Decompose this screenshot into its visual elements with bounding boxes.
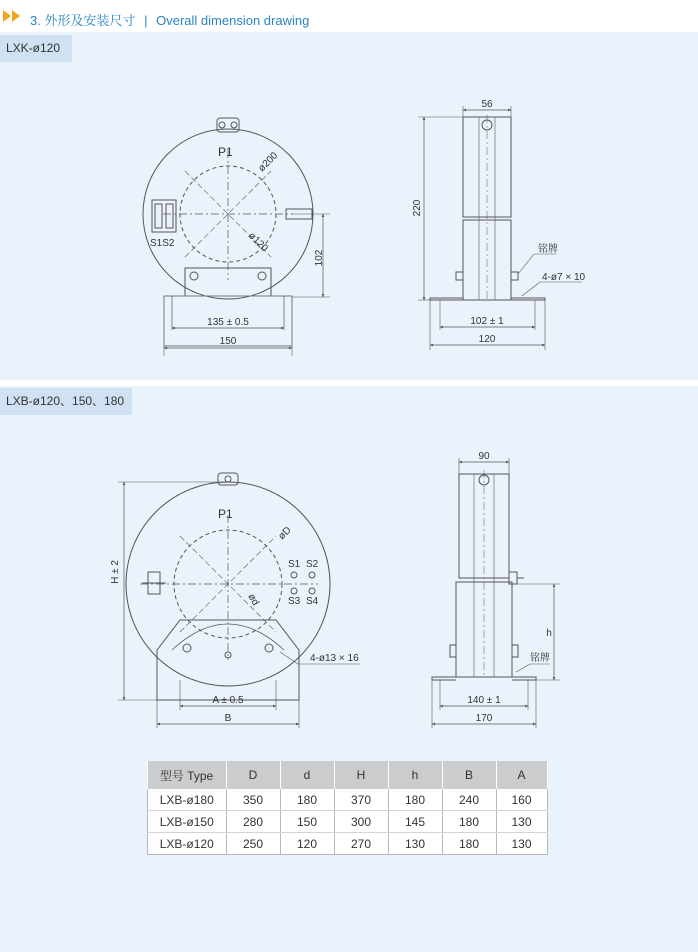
lxk-side-view	[418, 106, 582, 350]
table-cell: 180	[388, 789, 442, 811]
table-cell: 130	[496, 811, 547, 833]
lxb-side-width-dim: 90	[478, 451, 490, 462]
table-cell: 300	[334, 811, 388, 833]
lxk-side-width-dim: 56	[481, 99, 493, 110]
section-number: 3.	[30, 13, 41, 28]
table-header-row	[148, 761, 548, 789]
table-cell: LXB-ø150	[148, 811, 227, 833]
lxb-inner-diameter-label: ød	[245, 592, 261, 608]
model-tab-lxb: LXB-ø120、150、180	[0, 388, 132, 415]
section-title-en: Overall dimension drawing	[156, 13, 310, 28]
lxb-s1-label: S1	[288, 559, 301, 570]
table-cell: 270	[334, 833, 388, 855]
table-cell: 180	[280, 789, 334, 811]
lxb-side-hole-span-dim: 140 ± 1	[467, 695, 501, 706]
col-d-outer: D	[226, 761, 280, 789]
lxb-base-width-dim: B	[224, 713, 232, 724]
lxk-inner-diameter-label: ø120	[245, 230, 270, 255]
lxb-s2-label: S2	[306, 559, 319, 570]
lxk-side-height-dim: 220	[412, 199, 423, 217]
lxb-p1-label: P1	[218, 507, 233, 521]
lxk-holes-label: 4-ø7 × 10	[542, 272, 586, 283]
dimension-table	[147, 761, 548, 855]
lxk-terminals-label: S1S2	[150, 238, 175, 249]
table-cell: 370	[334, 789, 388, 811]
lxb-height-dim: H ± 2	[110, 560, 121, 584]
lxk-p1-label: P1	[218, 145, 233, 159]
col-h: h	[388, 761, 442, 789]
lxb-outer-diameter-label: øD	[276, 524, 294, 543]
table-cell: 145	[388, 811, 442, 833]
col-d-inner: d	[280, 761, 334, 789]
lxb-side-height-dim: h	[546, 628, 552, 639]
table-cell: 180	[442, 811, 496, 833]
table-row	[148, 789, 548, 811]
table-cell: LXB-ø180	[148, 789, 227, 811]
table-cell: 130	[496, 833, 547, 855]
lxk-height-dim: 102	[314, 249, 325, 267]
col-a: A	[496, 761, 547, 789]
model-tab-lxk: LXK-ø120	[0, 35, 72, 62]
lxb-front-view	[118, 473, 360, 728]
lxb-nameplate-label: 铭牌	[530, 653, 550, 664]
lxb-side-base-width-dim: 170	[475, 713, 493, 724]
table-cell: LXB-ø120	[148, 833, 227, 855]
table-cell: 160	[496, 789, 547, 811]
title-separator: |	[144, 13, 148, 28]
table-row	[148, 811, 548, 833]
section-title-cn: 外形及安装尺寸	[44, 13, 136, 28]
lxb-holes-label: 4-ø13 × 16	[310, 653, 359, 664]
table-cell: 130	[388, 833, 442, 855]
table-cell: 150	[280, 811, 334, 833]
lxk-hole-span-dim: 135 ± 0.5	[207, 317, 249, 328]
table-cell: 240	[442, 789, 496, 811]
col-b: B	[442, 761, 496, 789]
lxb-s4-label: S4	[306, 596, 319, 607]
lxk-side-hole-span-dim: 102 ± 1	[470, 316, 504, 327]
table-cell: 280	[226, 811, 280, 833]
table-row	[148, 833, 548, 855]
table-cell: 250	[226, 833, 280, 855]
col-type: 型号 Type	[148, 761, 227, 789]
lxb-hole-span-dim: A ± 0.5	[212, 695, 244, 706]
col-h-total: H	[334, 761, 388, 789]
lxb-side-view	[432, 458, 560, 728]
lxk-outer-diameter-label: ø200	[256, 150, 281, 175]
lxk-nameplate-label: 铭牌	[538, 244, 558, 255]
table-cell: 120	[280, 833, 334, 855]
table-cell: 180	[442, 833, 496, 855]
lxb-s3-label: S3	[288, 596, 301, 607]
lxk-base-width-dim: 150	[219, 336, 237, 347]
lxk-side-base-width-dim: 120	[478, 334, 496, 345]
table-cell: 350	[226, 789, 280, 811]
